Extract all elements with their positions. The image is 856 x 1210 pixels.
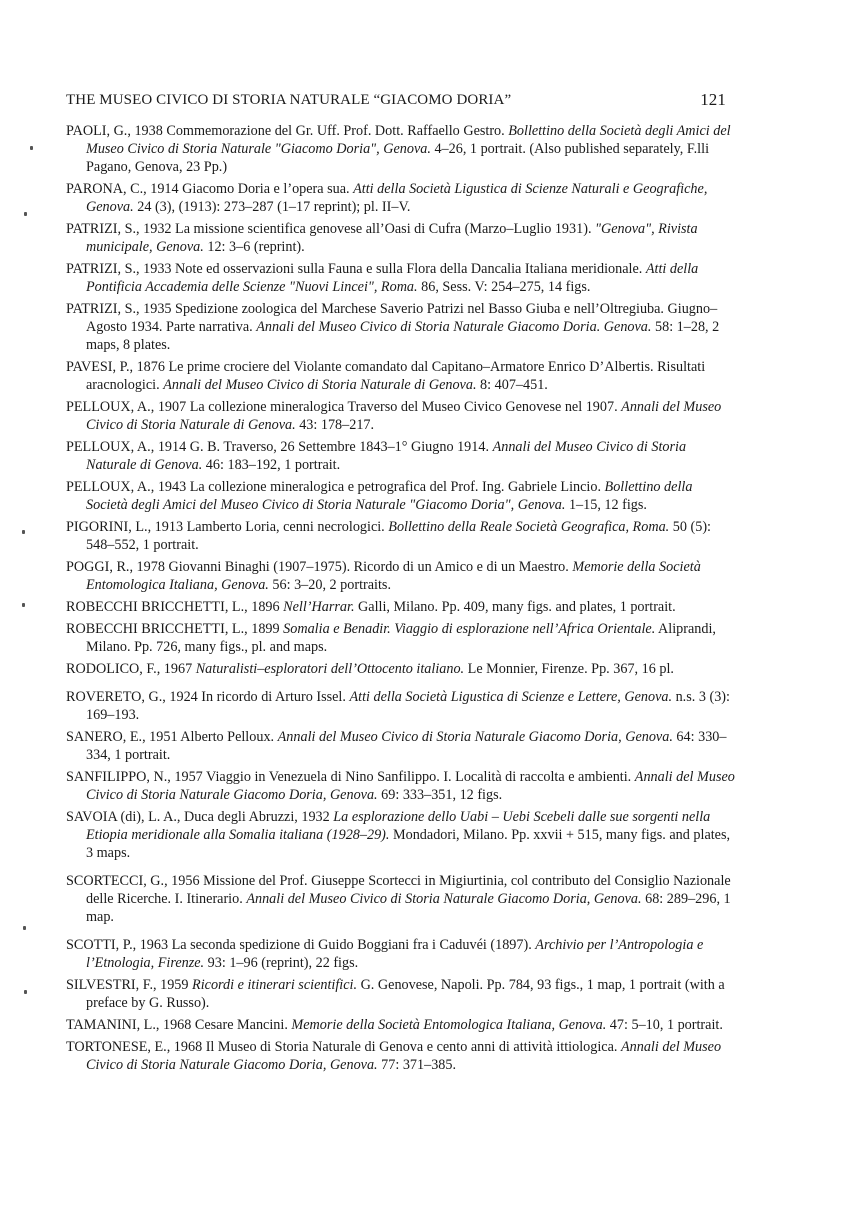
reference-text: ROBECCHI BRICCHETTI, L., 1899 [66,621,284,637]
reference-text: ROVERETO, G., 1924 In ricordo di Arturo Issel. [66,689,350,705]
reference-journal: Annali del Museo Civico di Storia Naturale di Genova. [86,439,687,473]
reference-journal: Annali del Museo Civico di Storia Naturale Giacomo Doria, Genova. [86,769,735,803]
reference-journal: Atti della Società Ligustica di Scienze Naturali e Geografiche, Genova. [86,181,708,215]
reference-journal: Atti della Pontificia Accademia delle Scienze "Nuovi Lincei", Roma. [86,261,699,295]
reference-details: 1–15, 12 figs. [565,497,647,513]
reference-entry [66,598,736,616]
reference-text: PELLOUX, A., 1914 G. B. Traverso, 26 Settembre 1843–1° Giugno 1914. [66,439,493,455]
reference-text: PIGORINI, L., 1913 Lamberto Loria, cenni necrologici. [66,519,389,535]
scan-speck [22,530,25,534]
reference-details: 8: 407–451. [476,377,548,393]
scan-speck [24,990,27,994]
running-header [66,92,726,109]
reference-details: 68: 289–296, 1 map. [86,891,731,925]
reference-details: Le Monnier, Firenze. Pp. 367, 16 pl. [464,661,674,677]
reference-text: PATRIZI, S., 1933 Note ed osservazioni sulla Fauna e sulla Flora della Dancalia Italiana meridionale. [66,261,646,277]
reference-journal: "Genova", Rivista municipale, Genova. [86,221,698,255]
scan-speck [30,146,33,150]
reference-details: G. Genovese, Napoli. Pp. 784, 93 figs., 1 map, 1 portrait (with a preface by G. Russo). [86,977,725,1011]
reference-entry [66,768,736,804]
reference-entry [66,872,736,926]
reference-text: PATRIZI, S., 1935 Spedizione zoologica del Marchese Saverio Patrizi nel Basso Giuba e nell’Oltregiuba. Giugno–Agosto 1934. Parte narrativa. [66,301,718,335]
reference-journal: Memorie della Società Entomologica Italiana, Genova. [86,559,701,593]
reference-entry [66,936,736,972]
reference-entry [66,688,736,724]
reference-text: TORTONESE, E., 1968 Il Museo di Storia Naturale di Genova e cento anni di attività ittiologica. [66,1039,621,1055]
reference-details: 93: 1–96 (reprint), 22 figs. [204,955,359,971]
reference-text: SAVOIA (di), L. A., Duca degli Abruzzi, 1932 [66,809,334,825]
scan-speck [23,926,26,930]
reference-text: PELLOUX, A., 1943 La collezione mineralogica e petrografica del Prof. Ing. Gabriele Lincio. [66,479,605,495]
reference-details: 43: 178–217. [295,417,375,433]
reference-entry [66,122,736,176]
reference-entry [66,1038,736,1074]
reference-entry [66,438,736,474]
reference-journal: Bollettino della Società degli Amici del Museo Civico di Storia Naturale "Giacomo Doria", Genova. [86,123,731,157]
reference-entry [66,976,736,1012]
reference-journal: Bollettino della Società degli Amici del Museo Civico di Storia Naturale "Giacomo Doria", Genova. [86,479,693,513]
reference-text: PAVESI, P., 1876 Le prime crociere del Violante comandato dal Capitano–Armatore Enrico D’Albertis. Risultati aracnologici. [66,359,706,393]
reference-text: ROBECCHI BRICCHETTI, L., 1896 [66,599,284,615]
reference-journal: Annali del Museo Civico di Storia Naturale di Genova. [86,399,722,433]
reference-entry [66,358,736,394]
reference-details: Aliprandi, Milano. Pp. 726, many figs., pl. and maps. [86,621,716,655]
reference-details: 77: 371–385. [377,1057,457,1073]
reference-text: SCORTECCI, G., 1956 Missione del Prof. Giuseppe Scortecci in Migiurtinia, col contributo del Consiglio Nazionale delle Ricerche. I. Itinerario. [66,873,731,907]
reference-journal: Annali del Museo Civico di Storia Naturale Giacomo Doria, Genova. [246,891,642,907]
reference-details: 50 (5): 548–552, 1 portrait. [86,519,711,553]
reference-journal: Somalia e Benadir. Viaggio di esplorazione nell’Africa Orientale. [283,621,656,637]
reference-text: POGGI, R., 1978 Giovanni Binaghi (1907–1975). Ricordo di un Amico e di un Maestro. [66,559,573,575]
reference-details: n.s. 3 (3): 169–193. [86,689,730,723]
reference-text: PAOLI, G., 1938 Commemorazione del Gr. Uff. Prof. Dott. Raffaello Gestro. [66,123,509,139]
reference-details: Galli, Milano. Pp. 409, many figs. and plates, 1 portrait. [354,599,676,615]
reference-entry [66,180,736,216]
reference-entry [66,260,736,296]
reference-journal: Annali del Museo Civico di Storia Naturale Giacomo Doria, Genova. [277,729,673,745]
reference-details: 4–26, 1 portrait. (Also published separately, F.lli Pagano, Genova, 23 Pp.) [86,141,710,175]
scan-speck [22,603,25,607]
scan-speck [24,212,27,216]
reference-details: 58: 1–28, 2 maps, 8 plates. [86,319,720,353]
reference-details: 69: 333–351, 12 figs. [377,787,503,803]
reference-entry [66,518,736,554]
reference-text: SCOTTI, P., 1963 La seconda spedizione di Guido Boggiani fra i Caduvéi (1897). [66,937,536,953]
reference-journal: Nell’Harrar. [283,599,355,615]
reference-details: 46: 183–192, 1 portrait. [202,457,341,473]
reference-entry [66,478,736,514]
reference-text: PELLOUX, A., 1907 La collezione mineralogica Traverso del Museo Civico Genovese nel 1907. [66,399,622,415]
reference-journal: Naturalisti–esploratori dell’Ottocento italiano. [195,661,465,677]
reference-details: 12: 3–6 (reprint). [203,239,305,255]
reference-text: SILVESTRI, F., 1959 [66,977,193,993]
reference-entry [66,808,736,862]
reference-journal: Memorie della Società Entomologica Italiana, Genova. [291,1017,607,1033]
reference-entry [66,660,736,678]
reference-journal: Annali del Museo Civico di Storia Naturale Giacomo Doria. Genova. [256,319,652,335]
reference-details: 24 (3), (1913): 273–287 (1–17 reprint); pl. II–V. [133,199,411,215]
reference-journal: Annali del Museo Civico di Storia Naturale di Genova. [163,377,477,393]
reference-text: SANERO, E., 1951 Alberto Pelloux. [66,729,278,745]
reference-journal: Atti della Società Ligustica di Scienze e Lettere, Genova. [349,689,673,705]
reference-journal: Archivio per l’Antropologia e l’Etnologia, Firenze. [86,937,704,971]
reference-details: 86, Sess. V: 254–275, 14 figs. [417,279,591,295]
reference-text: RODOLICO, F., 1967 [66,661,196,677]
reference-details: Mondadori, Milano. Pp. xxvii + 515, many figs. and plates, 3 maps. [86,827,731,861]
reference-list [66,122,736,1078]
reference-text: TAMANINI, L., 1968 Cesare Mancini. [66,1017,292,1033]
reference-text: PARONA, C., 1914 Giacomo Doria e l’opera sua. [66,181,354,197]
reference-journal: Ricordi e itinerari scientifici. [192,977,358,993]
reference-text: PATRIZI, S., 1932 La missione scientifica genovese all’Oasi di Cufra (Marzo–Luglio 1931). [66,221,596,237]
reference-journal: Annali del Museo Civico di Storia Naturale Giacomo Doria, Genova. [86,1039,722,1073]
reference-entry [66,220,736,256]
reference-journal: La esplorazione dello Uabi – Uebi Scebeli dalle sue sorgenti nella Etiopia meridionale alla Somalia italiana (1928–29). [86,809,711,843]
reference-entry [66,620,736,656]
running-header-title: THE MUSEO CIVICO DI STORIA NATURALE “GIACOMO DORIA” [66,92,512,108]
page-number: 121 [700,90,726,109]
reference-entry [66,1016,736,1034]
reference-entry [66,558,736,594]
reference-journal: Bollettino della Reale Società Geografica, Roma. [388,519,670,535]
reference-entry [66,300,736,354]
reference-details: 64: 330–334, 1 portrait. [86,729,727,763]
reference-details: 47: 5–10, 1 portrait. [606,1017,723,1033]
reference-entry [66,728,736,764]
reference-entry [66,398,736,434]
reference-text: SANFILIPPO, N., 1957 Viaggio in Venezuela di Nino Sanfilippo. I. Località di raccolta e ambienti. [66,769,635,785]
reference-details: 56: 3–20, 2 portraits. [268,577,392,593]
